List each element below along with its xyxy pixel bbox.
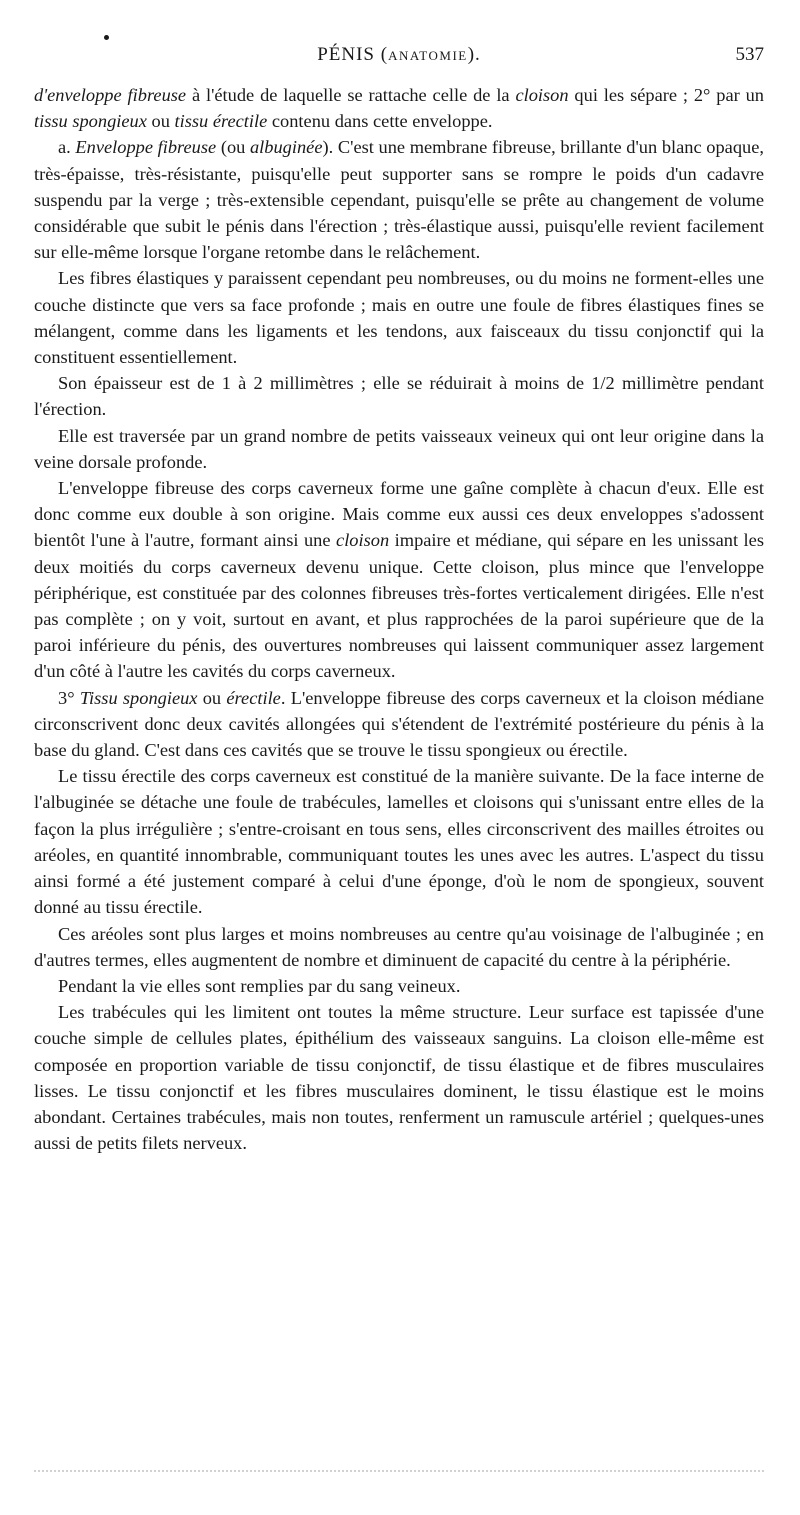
text-run: ou bbox=[197, 687, 227, 708]
paragraph bbox=[34, 82, 764, 134]
italic-term: tissu érectile bbox=[174, 111, 268, 132]
text-run: à l'étude de laquelle se rattache celle de la bbox=[186, 85, 516, 105]
italic-term: cloison bbox=[515, 85, 569, 105]
text-run: . L'enveloppe fibreuse des corps caverneux et la cloison médiane circonscrivent donc deux cavités allongées qui s'étendent de l'extrémité postérieure du pénis à la base du gland. C'est dans ces cavités que se trouve le tissu spongieux ou érectile. bbox=[34, 687, 764, 761]
text-run: contenu dans cette enveloppe. bbox=[267, 111, 493, 132]
italic-term: albuginée bbox=[249, 137, 323, 158]
print-mark bbox=[104, 35, 109, 40]
header-title-main: PÉNIS ( bbox=[317, 44, 389, 65]
italic-term: tissu spongieux bbox=[34, 111, 147, 132]
text-run: a. bbox=[58, 137, 76, 158]
paragraph: Son épaisseur est de 1 à 2 millimètres ; elle se réduirait à moins de 1/2 millimètre pendant l'érection. bbox=[34, 373, 764, 420]
paragraph: Les fibres élastiques y paraissent cependant peu nombreuses, ou du moins ne forment-elles une couche distincte que vers sa face profonde ; mais en outre une foule de fibres élastiques fines se mélangent, comme dans les ligaments et les tendons, aux faisceaux du tissu conjonctif qui la constituent essentiellement. bbox=[34, 268, 764, 368]
text-run: L'enveloppe fibreuse des corps caverneux forme une gaîne complète à chacun d'eux. Elle est donc comme eux double à son origine. Mais comme eux aussi ces deux enveloppes s'adossent bientôt l'une à l'autre, formant ainsi une bbox=[34, 478, 764, 551]
page-number: 537 bbox=[735, 44, 764, 65]
italic-term: d'enveloppe fibreuse bbox=[34, 85, 187, 105]
paragraph bbox=[34, 475, 764, 685]
paragraph bbox=[34, 685, 764, 764]
paragraph: Le tissu érectile des corps caverneux est constitué de la manière suivante. De la face interne de l'albuginée se détache une foule de trabécules, lamelles et cloisons qui s'unissant entre elles de la façon la plus irrégulière ; s'entre-croisant en tous sens, elles circonscrivent des mailles étroites ou aréoles, en quantité innombrable, communiquant toutes les unes avec les autres. L'aspect du tissu ainsi formé a été justement comparé à celui d'une éponge, d'où le nom de spongieux, souvent donné au tissu érectile. bbox=[34, 766, 764, 918]
italic-term: Enveloppe fibreuse bbox=[75, 137, 217, 158]
header-title bbox=[34, 44, 764, 66]
text-run: qui les sépare ; 2° par un bbox=[568, 85, 764, 105]
italic-term: cloison bbox=[336, 530, 390, 551]
running-header bbox=[34, 44, 764, 70]
header-title-sub: ANATOMIE bbox=[388, 48, 468, 63]
footer-artifact bbox=[34, 1470, 764, 1478]
italic-term: érectile bbox=[226, 687, 281, 708]
italic-term: Tissu spongieux bbox=[79, 687, 198, 708]
paragraph: Ces aréoles sont plus larges et moins nombreuses au centre qu'au voisinage de l'albuginée ; en d'autres termes, elles augmentent de nombre et diminuent de capacité du centre à la périphérie. bbox=[34, 923, 764, 970]
paragraph: Elle est traversée par un grand nombre de petits vaisseaux veineux qui ont leur origine dans la veine dorsale profonde. bbox=[34, 425, 764, 472]
text-run: ou bbox=[146, 111, 175, 132]
text-run: 3° bbox=[58, 687, 80, 708]
paragraph: Les trabécules qui les limitent ont toutes la même structure. Leur surface est tapissée d'une couche simple de cellules plates, épithélium des vaisseaux sanguins. La cloison elle-même est composée en proportion variable de tissu conjonctif, de tissu élastique et de fibres musculaires lisses. Le tissu conjonctif et les fibres musculaires dominent, le tissu élastique est le moins abondant. Certaines trabécules, mais non toutes, renferment un ramuscule artériel ; quelques-unes aussi de petits filets nerveux. bbox=[34, 1002, 764, 1154]
body-text bbox=[34, 82, 764, 1156]
text-run: impaire et médiane, qui sépare en les unissant les deux moitiés du corps caverneux devenu unique. Cette cloison, plus mince que l'enveloppe périphérique, est constituée par des colonnes fibreuses très-fortes verticalement dirigées. Elle n'est pas complète ; on y voit, surtout en avant, et plus rapprochées de la paroi supérieure que de la paroi inférieure du pénis, des ouvertures nombreuses qui laissent communiquer assez largement d'un côté à l'autre les cavités du corps caverneux. bbox=[34, 530, 764, 682]
paragraph bbox=[34, 134, 764, 265]
text-run: ). C'est une membrane fibreuse, brillante d'un blanc opaque, très-épaisse, très-résistante, puisqu'elle peut supporter sans se rompre le poids d'un cadavre suspendu par la verge ; très-extensible cependant, puisqu'elle se prête au changement de volume considérable que subit le pénis dans l'érection ; très-élastique aussi, puisqu'elle revient facilement sur elle-même lorsque l'organe retombe dans le relâchement. bbox=[34, 137, 764, 263]
text-run: (ou bbox=[216, 137, 250, 158]
paragraph: Pendant la vie elles sont remplies par du sang veineux. bbox=[58, 975, 461, 996]
header-title-end: ). bbox=[467, 44, 481, 65]
